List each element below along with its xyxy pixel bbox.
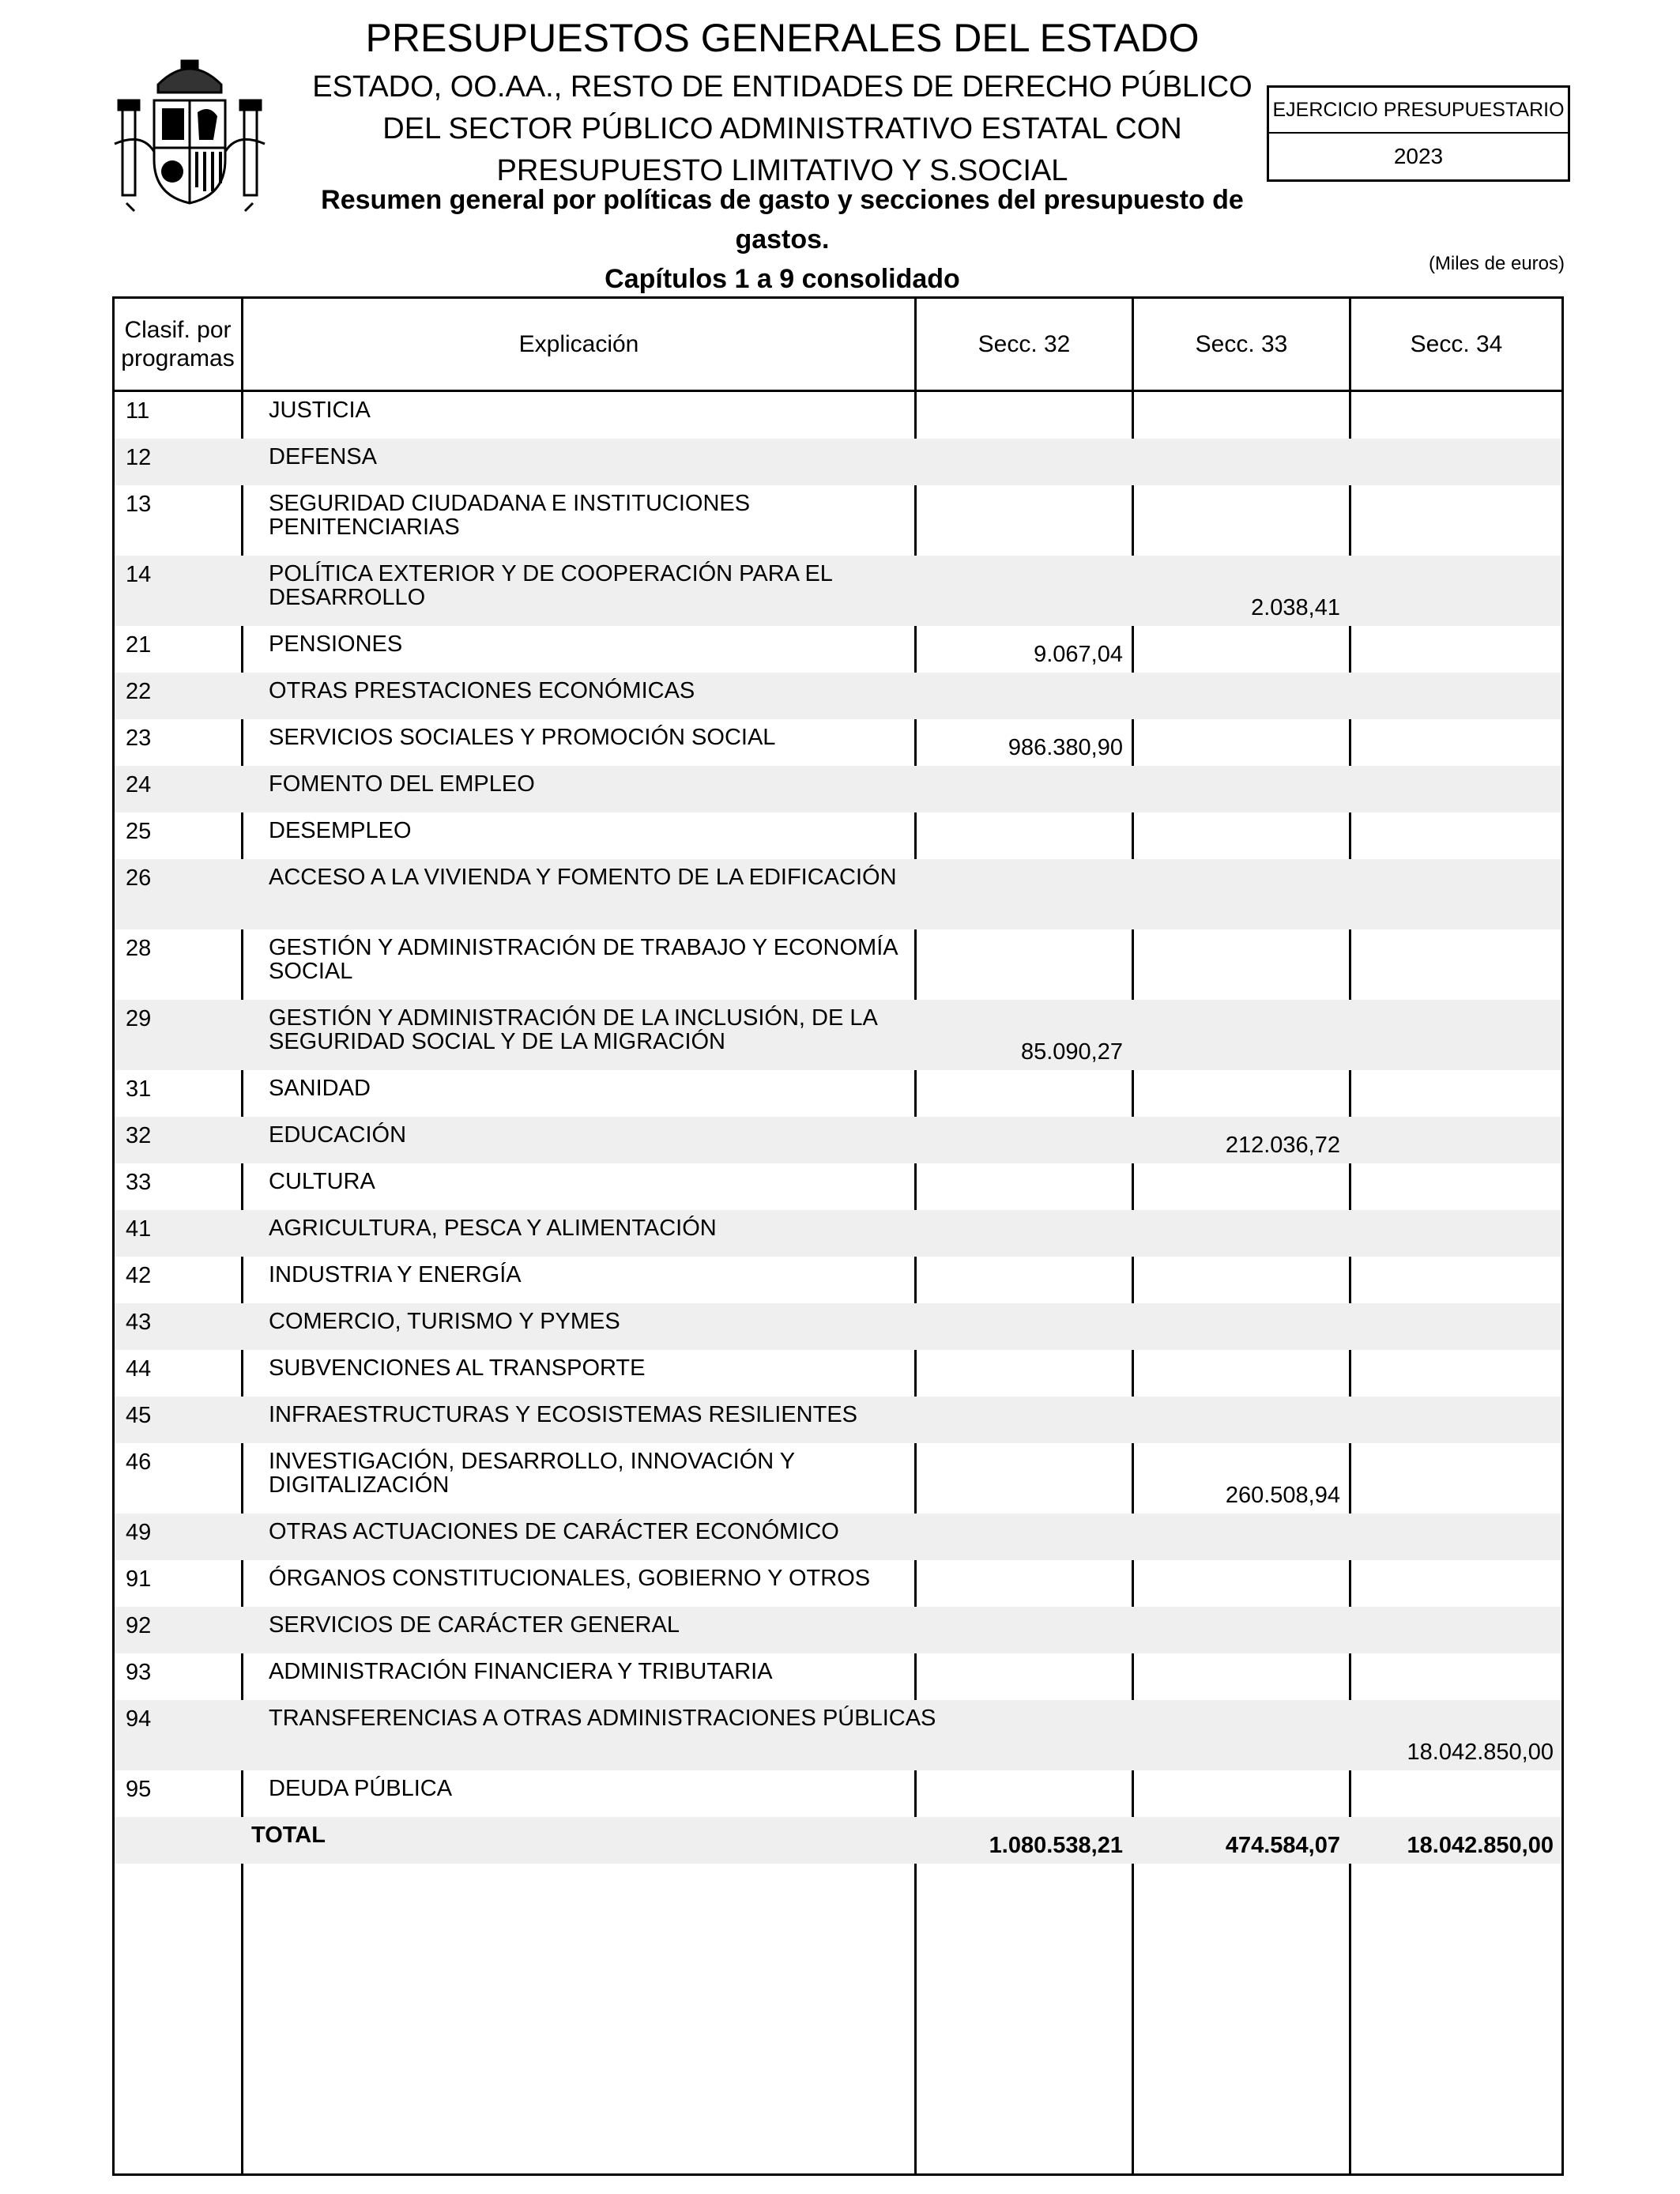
row-description: ÓRGANOS CONSTITUCIONALES, GOBIERNO Y OTROS bbox=[269, 1566, 871, 1591]
total-row bbox=[115, 1817, 1561, 1864]
document-title: PRESUPUESTOS GENERALES DEL ESTADO bbox=[365, 16, 1200, 60]
column-header-secc-32: Secc. 32 bbox=[977, 330, 1071, 357]
row-code: 28 bbox=[126, 936, 152, 961]
table-row bbox=[115, 1397, 1561, 1443]
row-description: INDUSTRIA Y ENERGÍA bbox=[269, 1262, 522, 1287]
table-row bbox=[115, 1770, 1561, 1817]
row-code: 21 bbox=[126, 632, 152, 658]
row-code: 44 bbox=[126, 1356, 152, 1382]
table-row bbox=[115, 1210, 1561, 1257]
column-header-secc-33: Secc. 33 bbox=[1195, 330, 1288, 357]
row-code: 26 bbox=[126, 865, 152, 891]
row-description: ACCESO A LA VIVIENDA Y FOMENTO DE LA EDIFICACIÓN bbox=[269, 865, 897, 890]
fiscal-year-box bbox=[1267, 85, 1570, 182]
description-line: Capítulos 1 a 9 consolidado bbox=[605, 264, 960, 294]
row-value-secc-32: 85.090,27 bbox=[1020, 1039, 1123, 1065]
total-secc-33: 474.584,07 bbox=[1225, 1833, 1340, 1858]
row-code: 92 bbox=[126, 1613, 152, 1638]
row-description: ADMINISTRACIÓN FINANCIERA Y TRIBUTARIA bbox=[269, 1659, 773, 1684]
subtitle-line: ESTADO, OO.AA., RESTO DE ENTIDADES DE DERECHO PÚBLICO bbox=[312, 70, 1252, 104]
row-code: 95 bbox=[126, 1777, 152, 1802]
row-description: DEFENSA bbox=[269, 444, 377, 469]
fiscal-year-label: EJERCICIO PRESUPUESTARIO bbox=[1269, 88, 1568, 134]
row-code: 46 bbox=[126, 1449, 152, 1475]
column-header-secc-34: Secc. 34 bbox=[1410, 330, 1503, 357]
row-code: 49 bbox=[126, 1520, 152, 1545]
row-description: AGRICULTURA, PESCA Y ALIMENTACIÓN bbox=[269, 1216, 717, 1241]
row-description: CULTURA bbox=[269, 1169, 375, 1194]
table-body bbox=[115, 392, 1561, 1864]
table-row bbox=[115, 485, 1561, 556]
units-note: (Miles de euros) bbox=[1428, 253, 1565, 274]
row-code: 32 bbox=[126, 1123, 152, 1148]
row-description: OTRAS ACTUACIONES DE CARÁCTER ECONÓMICO bbox=[269, 1519, 839, 1544]
row-description: SANIDAD bbox=[269, 1076, 371, 1101]
subtitle-line: PRESUPUESTO LIMITATIVO Y S.SOCIAL bbox=[496, 154, 1068, 187]
row-code: 33 bbox=[126, 1170, 152, 1195]
row-code: 14 bbox=[126, 562, 152, 587]
row-description: INVESTIGACIÓN, DESARROLLO, INNOVACIÓN Y DIGITALIZACIÓN bbox=[269, 1449, 795, 1498]
table-row bbox=[115, 1117, 1561, 1163]
table-row bbox=[115, 439, 1561, 485]
row-code: 25 bbox=[126, 819, 152, 844]
row-description: SERVICIOS SOCIALES Y PROMOCIÓN SOCIAL bbox=[269, 725, 776, 750]
row-code: 23 bbox=[126, 726, 152, 751]
row-code: 93 bbox=[126, 1660, 152, 1685]
table-row bbox=[115, 1700, 1561, 1770]
row-code: 29 bbox=[126, 1006, 152, 1031]
fiscal-year-value: 2023 bbox=[1393, 144, 1444, 168]
row-description: GESTIÓN Y ADMINISTRACIÓN DE TRABAJO Y ECONOMÍA SOCIAL bbox=[269, 935, 897, 984]
row-code: 12 bbox=[126, 445, 152, 470]
row-value-secc-32: 9.067,04 bbox=[1034, 642, 1123, 667]
total-label: TOTAL bbox=[251, 1823, 326, 1848]
row-description: TRANSFERENCIAS A OTRAS ADMINISTRACIONES PÚBLICAS bbox=[269, 1706, 936, 1731]
row-value-secc-32: 986.380,90 bbox=[1008, 735, 1123, 760]
row-value-secc-33: 260.508,94 bbox=[1225, 1483, 1340, 1508]
table-row bbox=[115, 1070, 1561, 1117]
row-code: 91 bbox=[126, 1566, 152, 1592]
table-row bbox=[115, 929, 1561, 1000]
table-row bbox=[115, 859, 1561, 929]
row-code: 22 bbox=[126, 679, 152, 704]
row-code: 41 bbox=[126, 1216, 152, 1242]
row-description: PENSIONES bbox=[269, 631, 403, 657]
row-description: JUSTICIA bbox=[269, 398, 371, 423]
table-row bbox=[115, 1000, 1561, 1070]
table-row bbox=[115, 1514, 1561, 1560]
subtitle-line: DEL SECTOR PÚBLICO ADMINISTRATIVO ESTATAL CON bbox=[382, 112, 1182, 145]
description-line: Resumen general por políticas de gasto y secciones del presupuesto de gastos. bbox=[321, 185, 1244, 254]
row-code: 13 bbox=[126, 492, 152, 517]
table-row bbox=[115, 1350, 1561, 1397]
table-row bbox=[115, 766, 1561, 812]
table-row bbox=[115, 1163, 1561, 1210]
row-code: 11 bbox=[126, 398, 150, 424]
total-secc-34: 18.042.850,00 bbox=[1407, 1833, 1554, 1858]
row-code: 45 bbox=[126, 1403, 152, 1428]
column-header-explicacion: Explicación bbox=[518, 330, 639, 357]
row-value-secc-33: 212.036,72 bbox=[1225, 1133, 1340, 1158]
row-code: 24 bbox=[126, 772, 152, 797]
document-subtitle bbox=[284, 66, 1280, 192]
row-description: SUBVENCIONES AL TRANSPORTE bbox=[269, 1355, 646, 1381]
column-header-clasif: Clasif. por programas bbox=[121, 316, 235, 371]
table-row bbox=[115, 812, 1561, 859]
budget-table bbox=[112, 296, 1564, 2176]
total-secc-32: 1.080.538,21 bbox=[989, 1833, 1123, 1858]
row-description: DESEMPLEO bbox=[269, 818, 412, 843]
row-description: EDUCACIÓN bbox=[269, 1122, 407, 1148]
table-row bbox=[115, 392, 1561, 439]
table-row bbox=[115, 1443, 1561, 1514]
row-value-secc-34: 18.042.850,00 bbox=[1407, 1740, 1554, 1765]
table-row bbox=[115, 673, 1561, 719]
table-row bbox=[115, 626, 1561, 673]
row-description: INFRAESTRUCTURAS Y ECOSISTEMAS RESILIENTES bbox=[269, 1402, 858, 1427]
document-description bbox=[281, 180, 1284, 299]
table-row bbox=[115, 556, 1561, 626]
row-code: 94 bbox=[126, 1706, 152, 1732]
table-row bbox=[115, 1560, 1561, 1607]
row-code: 43 bbox=[126, 1310, 152, 1335]
table-row bbox=[115, 719, 1561, 766]
table-row bbox=[115, 1653, 1561, 1700]
row-code: 31 bbox=[126, 1076, 152, 1102]
row-description: SERVICIOS DE CARÁCTER GENERAL bbox=[269, 1612, 680, 1638]
row-description: POLÍTICA EXTERIOR Y DE COOPERACIÓN PARA EL DESARROLLO bbox=[269, 561, 832, 610]
table-row bbox=[115, 1607, 1561, 1653]
row-description: FOMENTO DEL EMPLEO bbox=[269, 771, 535, 797]
row-description: COMERCIO, TURISMO Y PYMES bbox=[269, 1309, 620, 1334]
table-row bbox=[115, 1257, 1561, 1303]
row-description: SEGURIDAD CIUDADANA E INSTITUCIONES PENITENCIARIAS bbox=[269, 491, 751, 540]
table-row bbox=[115, 1303, 1561, 1350]
row-description: GESTIÓN Y ADMINISTRACIÓN DE LA INCLUSIÓN, DE LA SEGURIDAD SOCIAL Y DE LA MIGRACIÓN bbox=[269, 1005, 877, 1054]
row-description: OTRAS PRESTACIONES ECONÓMICAS bbox=[269, 678, 695, 703]
row-code: 42 bbox=[126, 1263, 152, 1288]
spanish-coat-of-arms-icon bbox=[111, 57, 269, 215]
row-value-secc-33: 2.038,41 bbox=[1251, 595, 1340, 620]
row-description: DEUDA PÚBLICA bbox=[269, 1776, 453, 1801]
